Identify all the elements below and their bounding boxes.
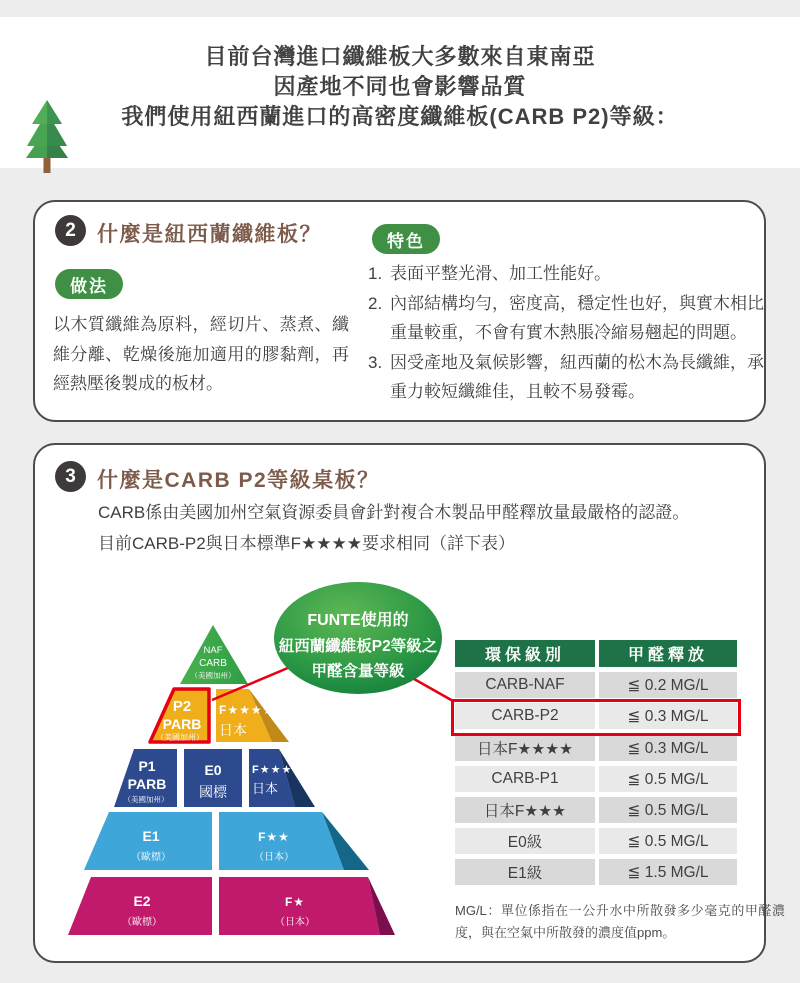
- header-emission: 甲醛釋放: [599, 640, 737, 667]
- f1-country-label: （日本）: [275, 917, 315, 928]
- feature-list: [368, 259, 768, 407]
- p1-parb-label: PARB: [127, 776, 167, 792]
- p1-label: P1: [138, 758, 156, 774]
- feature-item: [368, 259, 768, 289]
- e2-label: E2: [133, 893, 151, 909]
- cell-emission: ≦ 0.3 MG/L: [599, 735, 737, 761]
- section3-panel: [33, 443, 785, 963]
- cell-emission: ≦ 0.5 MG/L: [599, 828, 737, 854]
- intro-line-2: 因產地不同也會影響品質: [273, 74, 527, 99]
- f3-label: F★★★: [252, 764, 293, 776]
- cell-emission: ≦ 0.5 MG/L: [599, 766, 737, 792]
- balloon-line-2: 紐西蘭纖維板P2等級之: [278, 638, 438, 655]
- table-row: [455, 797, 737, 823]
- cell-emission: ≦ 0.3 MG/L: [599, 703, 737, 729]
- table-row: [455, 766, 737, 792]
- cell-emission: ≦ 1.5 MG/L: [599, 859, 737, 885]
- section2-number-badge: 2: [55, 215, 86, 246]
- table-row-highlighted: [455, 703, 737, 729]
- balloon-line-1: FUNTE使用的: [307, 612, 409, 629]
- section2-panel: [33, 200, 766, 422]
- cell-grade: CARB-NAF: [455, 672, 595, 698]
- cell-grade: E0級: [455, 828, 595, 854]
- f4-country-label: 日本: [219, 722, 247, 738]
- cell-grade: E1級: [455, 859, 595, 885]
- f3-country-label: 日本: [252, 781, 279, 796]
- section3-desc-1: CARB係由美國加州空氣資源委員會針對複合木製品甲醛釋放量最嚴格的認證。: [98, 503, 690, 522]
- pyramid-level-p1: [114, 749, 315, 807]
- feature-text: 內部結構均勻，密度高，穩定性也好，與實木相比重量較重，不會有實木熱脹冷縮易翹起的問題。: [390, 293, 764, 342]
- feature-text: 表面平整光滑、加工性能好。: [390, 264, 611, 283]
- intro-line-1: 目前台灣進口纖維板大多數來自東南亞: [204, 44, 596, 69]
- carb-label: CARB: [199, 658, 227, 669]
- section3-number-badge: 3: [55, 461, 86, 492]
- table-row: [455, 828, 737, 854]
- cell-grade: 日本F★★★★: [455, 735, 595, 761]
- method-text: 以木質纖維為原料，經切片、蒸煮、纖維分離、乾燥後施加適用的膠黏劑，再經熱壓後製成的板材。: [53, 315, 349, 393]
- cell-emission: ≦ 0.5 MG/L: [599, 797, 737, 823]
- cell-grade: CARB-P2: [455, 703, 595, 729]
- pyramid-level-e2: [68, 877, 395, 935]
- f2-country-label: （日本）: [254, 852, 294, 863]
- section3-title: 什麼是CARB P2等級桌板？: [97, 469, 380, 492]
- table-row: [455, 735, 737, 761]
- e1-label: E1: [142, 828, 160, 844]
- e0-label: E0: [204, 762, 222, 778]
- method-badge: 做法: [55, 269, 123, 299]
- header-grade: 環保級別: [455, 640, 595, 667]
- pyramid-level-e1: [84, 812, 369, 870]
- f1-label: F★: [284, 895, 306, 909]
- cell-grade: CARB-P1: [455, 766, 595, 792]
- p2-label: P2: [172, 698, 192, 715]
- feature-number: 2.: [368, 293, 383, 313]
- p2-parb-label: PARB: [162, 716, 202, 732]
- p2-region-label: （美國加州）: [156, 733, 204, 742]
- table-row: [455, 672, 737, 698]
- f4-label: F★★★★: [219, 703, 275, 717]
- intro-line-3: 我們使用紐西蘭進口的高密度纖維板(CARB P2)等級：: [121, 104, 679, 129]
- balloon-line-3: 甲醛含量等級: [311, 663, 405, 680]
- feature-number: 1.: [368, 264, 383, 283]
- e2-region-label: （歐標）: [122, 917, 162, 928]
- e1-region-label: （歐標）: [131, 852, 171, 863]
- section2-title: 什麼是紐西蘭纖維板？: [97, 223, 322, 246]
- grade-pyramid-diagram: [52, 577, 472, 952]
- naf-region-label: （美國加州）: [190, 671, 236, 680]
- feature-badge: 特色: [372, 224, 440, 254]
- feature-number: 3.: [368, 352, 383, 372]
- feature-item: [368, 289, 768, 348]
- feature-text: 因受產地及氣候影響，紐西蘭的松木為長纖維，承重力較短纖維佳，且較不易發霉。: [390, 352, 764, 401]
- table-header-row: [455, 640, 737, 667]
- intro-text: [0, 42, 800, 132]
- section3-desc-2: 目前CARB-P2與日本標準F★★★★要求相同（詳下表）: [98, 534, 516, 553]
- cell-grade: 日本F★★★: [455, 797, 595, 823]
- table-row: [455, 859, 737, 885]
- mgl-footnote: MG/L：單位係指在一公升水中所散發多少毫克的甲醛濃度，與在空氣中所散發的濃度值ppm。: [455, 903, 785, 940]
- p1-region-label: （美國加州）: [123, 795, 169, 804]
- pyramid-level-naf: [180, 625, 248, 684]
- cell-emission: ≦ 0.2 MG/L: [599, 672, 737, 698]
- naf-label: NAF: [203, 645, 223, 656]
- feature-item: [368, 348, 768, 407]
- funte-callout-balloon: [274, 582, 442, 694]
- e0-standard-label: 國標: [199, 784, 227, 800]
- f2-label: F★★: [258, 830, 290, 844]
